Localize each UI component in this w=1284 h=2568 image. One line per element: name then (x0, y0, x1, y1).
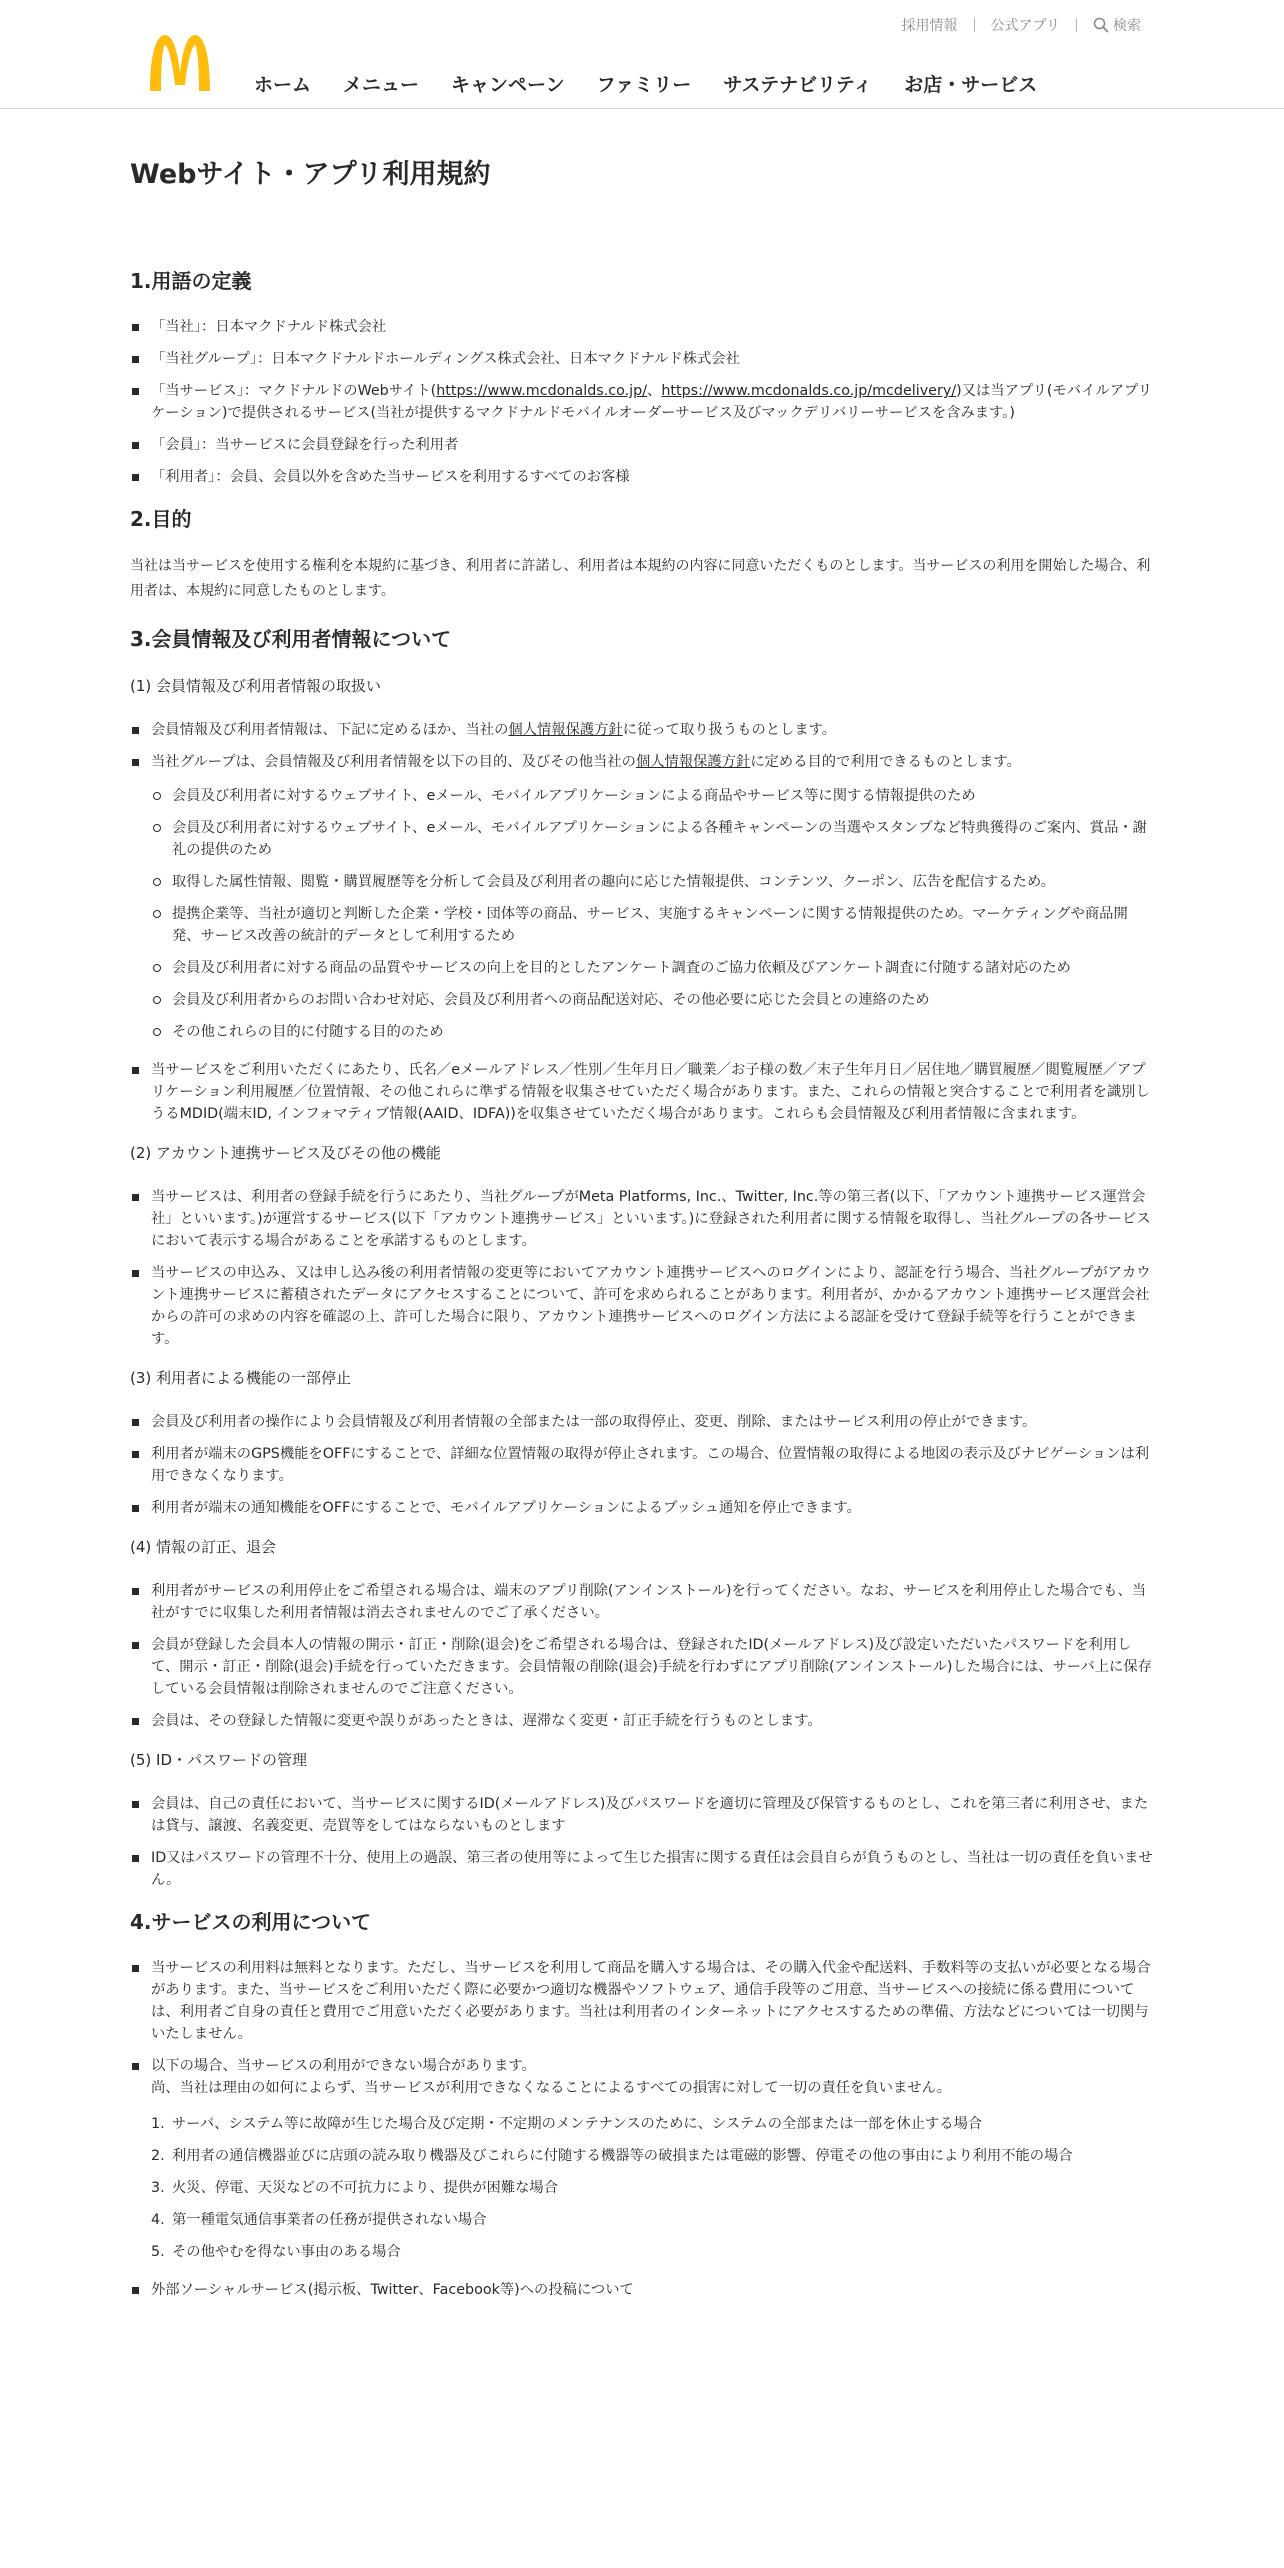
search-icon (1093, 17, 1109, 33)
mcdonalds-logo-icon[interactable] (146, 33, 214, 91)
purpose-list (151, 785, 1154, 1043)
recruit-link[interactable]: 採用情報 (901, 18, 958, 34)
list-item: 会員及び利用者に対するウェブサイト、eメール、モバイルアプリケーションによる商品やサービス等に関する情報提供のため (151, 785, 1154, 807)
list-item: 提携企業等、当社が適切と判断した企業・学校・団体等の商品、サービス、実施するキャンペーンに関する情報提供のため。マーケティングや商品開発、サービス改善の統計的データとして利用するため (151, 903, 1154, 947)
list-item: 「当社グループ」：日本マクドナルドホールディングス株式会社、日本マクドナルド株式会社 (130, 348, 1154, 370)
list-item: 1. サーバ、システム等に故障が生じた場合及び定期・不定期のメンテナンスのために、システムの全部または一部を休止する場合 (151, 2116, 983, 2132)
text: 会員情報及び利用者情報は、下記に定めるほか、当社の (151, 722, 509, 738)
list-item: 外部ソーシャルサービス(掲示板、Twitter、Facebook等)への投稿について (130, 2279, 1154, 2301)
list-item: 利用者がサービスの利用停止をご希望される場合は、端末のアプリ削除(アンインストール)を行ってください。なお、サービスを利用停止した場合でも、当社がすでに収集した利用者情報は消去されませんのでご了承ください。 (130, 1580, 1154, 1624)
nav-item-family[interactable]: ファミリー (596, 74, 692, 96)
text: 火災、停電、天災などの不可抗力により、提供が困難な場合 (172, 2180, 559, 2196)
text: に定める目的で利用できるものとします。 (750, 754, 1021, 770)
divider (974, 18, 975, 32)
list-item: 利用者が端末のGPS機能をOFFにすることで、詳細な位置情報の取得が停止されます。この場合、位置情報の取得による地図の表示及びナビゲーションは利用できなくなります。 (130, 1443, 1154, 1487)
privacy-policy-link[interactable]: 個人情報保護方針 (635, 754, 751, 770)
mcdonalds-site-link[interactable]: https://www.mcdonalds.co.jp/ (436, 383, 648, 399)
password-list (130, 1793, 1154, 1891)
section-heading-member-info: 3.会員情報及び利用者情報について (130, 627, 452, 651)
member-info-list (130, 719, 1154, 1125)
search-label: 検索 (1113, 18, 1141, 34)
list-item: 「利用者」：会員、会員以外を含めた当サービスを利用するすべてのお客様 (130, 466, 1154, 488)
list-item (130, 751, 1154, 1043)
nav-item-store-service[interactable]: お店・サービス (904, 74, 1038, 96)
list-item: 取得した属性情報、閲覧・購買履歴等を分析して会員及び利用者の趣向に応じた情報提供、コンテンツ、クーポン、広告を配信するため。 (151, 871, 1154, 893)
unavailable-reasons-list (151, 2113, 1154, 2263)
privacy-policy-link[interactable]: 個人情報保護方針 (508, 722, 623, 738)
text: 当社グループは、会員情報及び利用者情報を以下の目的、及びその他当社の (151, 754, 636, 770)
text: サーバ、システム等に故障が生じた場合及び定期・不定期のメンテナンスのために、システムの全部または一部を休止する場合 (172, 2116, 983, 2132)
subsection-title: (1) 会員情報及び利用者情報の取扱い (130, 677, 382, 695)
main-nav (254, 70, 1037, 97)
list-item: 会員及び利用者に対する商品の品質やサービスの向上を目的としたアンケート調査のご協力依頼及びアンケート調査に付随する諸対応のため (151, 957, 1154, 979)
list-item: 3. 火災、停電、天災などの不可抗力により、提供が困難な場合 (151, 2180, 559, 2196)
mcdelivery-link[interactable]: https://www.mcdonalds.co.jp/mcdelivery/ (661, 383, 957, 399)
text: 、 (647, 383, 662, 399)
list-item: ID又はパスワードの管理不十分、使用上の過誤、第三者の使用等によって生じた損害に関する責任は会員自らが負うものとし、当社は一切の責任を負いません。 (130, 1847, 1154, 1891)
list-item: 2. 利用者の通信機器並びに店頭の読み取り機器及びこれらに付随する機器等の破損または電磁的影響、停電その他の事由により利用不能の場合 (151, 2148, 1073, 2164)
list-item: 会員は、自己の責任において、当サービスに関するID(メールアドレス)及びパスワードを適切に管理及び保管するものとし、これを第三者に利用させ、または貸与、譲渡、名義変更、売買等をしてはならないものとします (130, 1793, 1154, 1837)
service-use-list (130, 1957, 1154, 2301)
list-item: 当サービスの申込み、又は申し込み後の利用者情報の変更等においてアカウント連携サービスへのログインにより、認証を行う場合、当社グループがアカウント連携サービスに蓄積されたデータにアクセスすることについて、許可を求められることがあります。利用者が、かかるアカウント連携サービス運営会社からの許可の求めの内容を確認の上、許可した場合に限り、アカウント連携サービスへのログイン方法による認証を受けて登録手続等を行うことができます。 (130, 1262, 1154, 1350)
nav-item-sustainability[interactable]: サステナビリティ (723, 74, 873, 96)
list-item: 当サービスをご利用いただくにあたり、氏名／eメールアドレス／性別／生年月日／職業／お子様の数／末子生年月日／居住地／購買履歴／閲覧履歴／アプリケーション利用履歴／位置情報、その他これらに準ずる情報を収集させていただく場合があります。また、これらの情報と突合することで利用者を識別しうるMDID(端末ID, インフォマティブ情報(AAID、IDFA))を収集させていただく場合があります。これらも会員情報及び利用者情報に含まれます。 (130, 1059, 1154, 1125)
text: 以下の場合、当サービスの利用ができない場合があります。 (151, 2058, 536, 2074)
subsection-title: (5) ID・パスワードの管理 (130, 1751, 307, 1769)
text: 第一種電気通信事業者の任務が提供されない場合 (172, 2212, 487, 2228)
list-item: 会員及び利用者に対するウェブサイト、eメール、モバイルアプリケーションによる各種キャンペーンの当選やスタンプなど特典獲得のご案内、賞品・謝礼の提供のため (151, 817, 1154, 861)
list-item: 4. 第一種電気通信事業者の任務が提供されない場合 (151, 2212, 487, 2228)
list-item: 当サービスの利用料は無料となります。ただし、当サービスを利用して商品を購入する場合は、その購入代金や配送料、手数料等の支払いが必要となる場合があります。また、当サービスをご利用いただく際に必要かつ適切な機器やソフトウェア、通信手段等のご用意、当サービスへの接続に係る費用については、利用者ご自身の責任と費用でご用意いただく必要があります。当社は利用者のインターネットにアクセスするための準備、方法などについては一切関与いたしません。 (130, 1957, 1154, 2045)
nav-item-menu[interactable]: メニュー (343, 74, 420, 96)
text: )又は当アプリ(モバイルアプリケーション)で提供されるサービス(当社が提供するマクドナルドモバイルオーダーサービス及びマックデリバリーサービスを含みます。) (151, 383, 1153, 421)
list-item: 会員及び利用者からのお問い合わせ対応、会員及び利用者への商品配送対応、その他必要に応じた会員との連絡のため (151, 989, 1154, 1011)
list-item: その他これらの目的に付随する目的のため (151, 1021, 1154, 1043)
text: 尚、当社は理由の如何によらず、当サービスが利用できなくなることによるすべての損害に対して一切の責任を負いません。 (151, 2080, 952, 2096)
subsection-title: (4) 情報の訂正、退会 (130, 1538, 277, 1556)
list-item (130, 719, 1154, 741)
list-item: 「会員」：当サービスに会員登録を行った利用者 (130, 434, 1154, 456)
section-heading-definitions: 1.用語の定義 (130, 269, 252, 293)
search-button[interactable] (1093, 15, 1141, 35)
list-item: 5. その他やむを得ない事由のある場合 (151, 2244, 401, 2260)
section-heading-service-use: 4.サービスの利用について (130, 1910, 372, 1934)
section-heading-purpose: 2.目的 (130, 507, 192, 531)
account-link-list (130, 1186, 1154, 1350)
nav-item-campaign[interactable]: キャンペーン (451, 74, 565, 96)
list-item: 会員及び利用者の操作により会員情報及び利用者情報の全部または一部の取得停止、変更、削除、またはサービス利用の停止ができます。 (130, 1411, 1154, 1433)
text: に従って取り扱うものとします。 (622, 722, 837, 738)
text: その他やむを得ない事由のある場合 (172, 2244, 401, 2260)
list-item (130, 380, 1154, 424)
list-item: 「当社」：日本マクドナルド株式会社 (130, 316, 1154, 338)
nav-item-home[interactable]: ホーム (254, 74, 312, 96)
list-item: 利用者が端末の通知機能をOFFにすることで、モバイルアプリケーションによるプッシュ通知を停止できます。 (130, 1497, 1154, 1519)
list-item (130, 2055, 1154, 2263)
definitions-list (130, 316, 1154, 488)
feature-stop-list (130, 1411, 1154, 1519)
site-header (0, 0, 1284, 109)
subsection-title: (2) アカウント連携サービス及びその他の機能 (130, 1144, 441, 1162)
subsection-title: (3) 利用者による機能の一部停止 (130, 1369, 352, 1387)
official-app-link[interactable]: 公式アプリ (990, 18, 1060, 34)
list-item: 会員が登録した会員本人の情報の開示・訂正・削除(退会)をご希望される場合は、登録されたID(メールアドレス)及び設定いただいたパスワードを利用して、開示・訂正・削除(退会)手続を行っていただきます。会員情報の削除(退会)手続を行わずにアプリ削除(アンインストール)した場合には、サーバ上に保存している会員情報は削除されませんのでご注意ください。 (130, 1634, 1154, 1700)
utility-links (902, 15, 1141, 35)
correction-list (130, 1580, 1154, 1732)
list-item: 会員は、その登録した情報に変更や誤りがあったときは、遅滞なく変更・訂正手続を行うものとします。 (130, 1710, 1154, 1732)
text: 利用者の通信機器並びに店頭の読み取り機器及びこれらに付随する機器等の破損または電磁的影響、停電その他の事由により利用不能の場合 (172, 2148, 1073, 2164)
list-item: 当サービスは、利用者の登録手続を行うにあたり、当社グループがMeta Platforms, Inc.、Twitter, Inc.等の第三者(以下、「アカウント連携サービス運営会社」といいます。)が運営するサービス(以下「アカウント連携サービス」といいます。)に登録された利用者に関する情報を取得し、当社グループの各サービスにおいて表示する場合があることを承諾するものとします。 (130, 1186, 1154, 1252)
divider (1076, 18, 1077, 32)
text: 「当サービス」：マクドナルドのWebサイト( (151, 383, 437, 399)
page-title: Webサイト・アプリ利用規約 (130, 159, 491, 190)
terms-content (130, 155, 1154, 2317)
purpose-text: 当社は当サービスを使用する権利を本規約に基づき、利用者に許諾し、利用者は本規約の内容に同意いただくものとします。当サービスの利用を開始した場合、利用者は、本規約に同意したものとします。 (130, 558, 1151, 599)
